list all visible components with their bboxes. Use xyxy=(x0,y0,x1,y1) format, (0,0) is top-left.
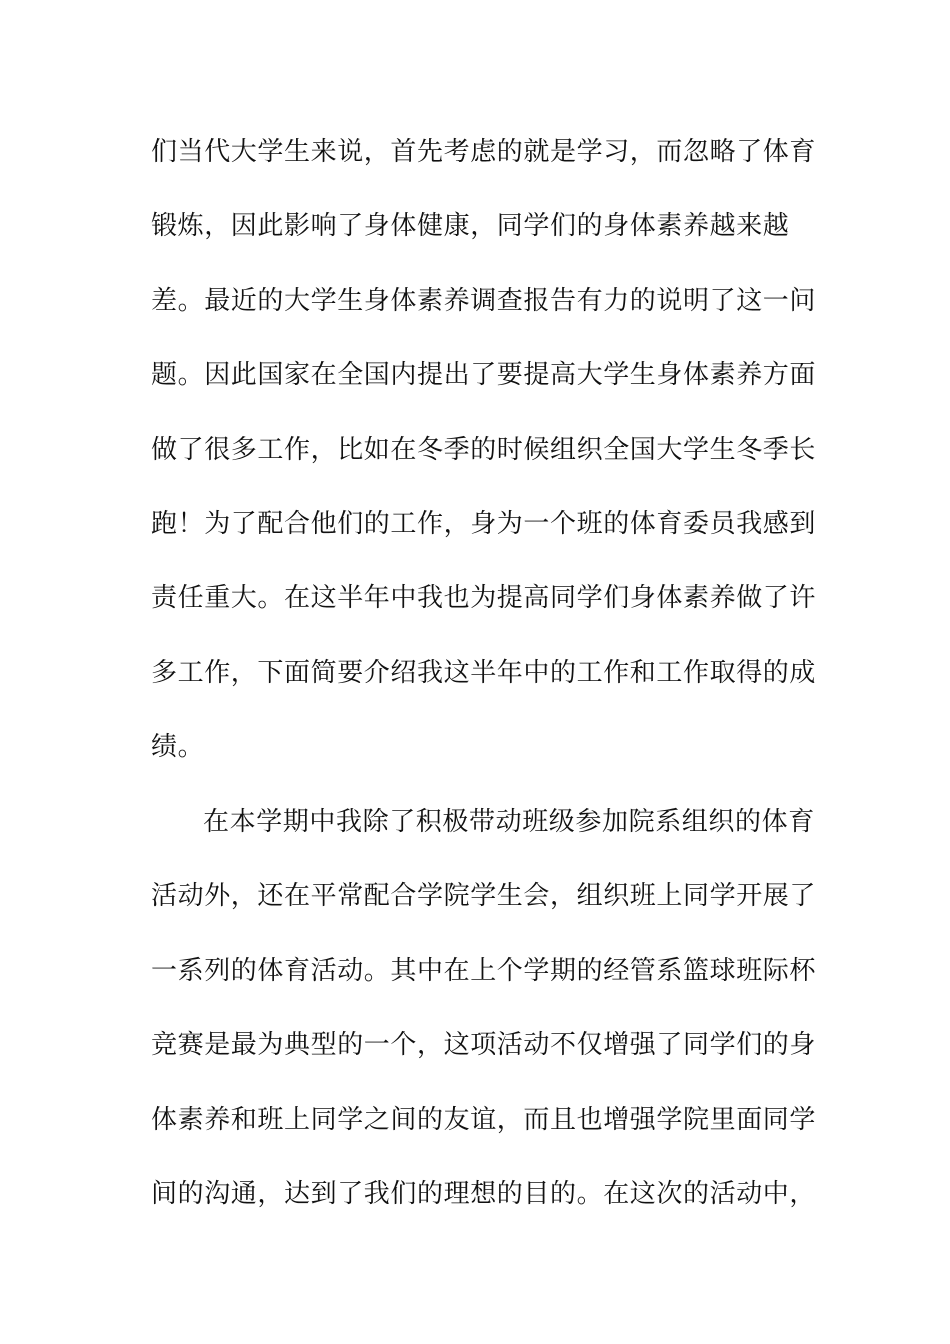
text-line: 多工作，下面简要介绍我这半年中的工作和工作取得的成 xyxy=(151,658,817,688)
text-line: 责任重大。在这半年中我也为提高同学们身体素养做了许 xyxy=(151,583,817,613)
text-line: 竞赛是最为典型的一个，这项活动不仅增强了同学们的身 xyxy=(151,1030,817,1060)
text-line: 题。因此国家在全国内提出了要提高大学生身体素养方面 xyxy=(151,360,817,390)
text-line: 间的沟通，达到了我们的理想的目的。在这次的活动中， xyxy=(151,1179,817,1209)
paragraph-first-line: 在本学期中我除了积极带动班级参加院系组织的体育 xyxy=(203,807,815,837)
text-line: 差。最近的大学生身体素养调查报告有力的说明了这一问 xyxy=(151,286,817,316)
text-line: 体素养和班上同学之间的友谊，而且也增强学院里面同学 xyxy=(151,1105,817,1135)
text-line: 做了很多工作，比如在冬季的时候组织全国大学生冬季长 xyxy=(151,435,817,465)
text-line: 绩。 xyxy=(151,732,205,762)
text-line: 活动外，还在平常配合学院学生会，组织班上同学开展了 xyxy=(151,881,817,911)
text-line: 跑！为了配合他们的工作，身为一个班的体育委员我感到 xyxy=(151,509,817,539)
text-line: 一系列的体育活动。其中在上个学期的经管系篮球班际杯 xyxy=(151,956,817,986)
text-line: 们当代大学生来说，首先考虑的就是学习，而忽略了体育 xyxy=(151,137,817,167)
text-line: 锻炼，因此影响了身体健康，同学们的身体素养越来越 xyxy=(151,211,790,241)
